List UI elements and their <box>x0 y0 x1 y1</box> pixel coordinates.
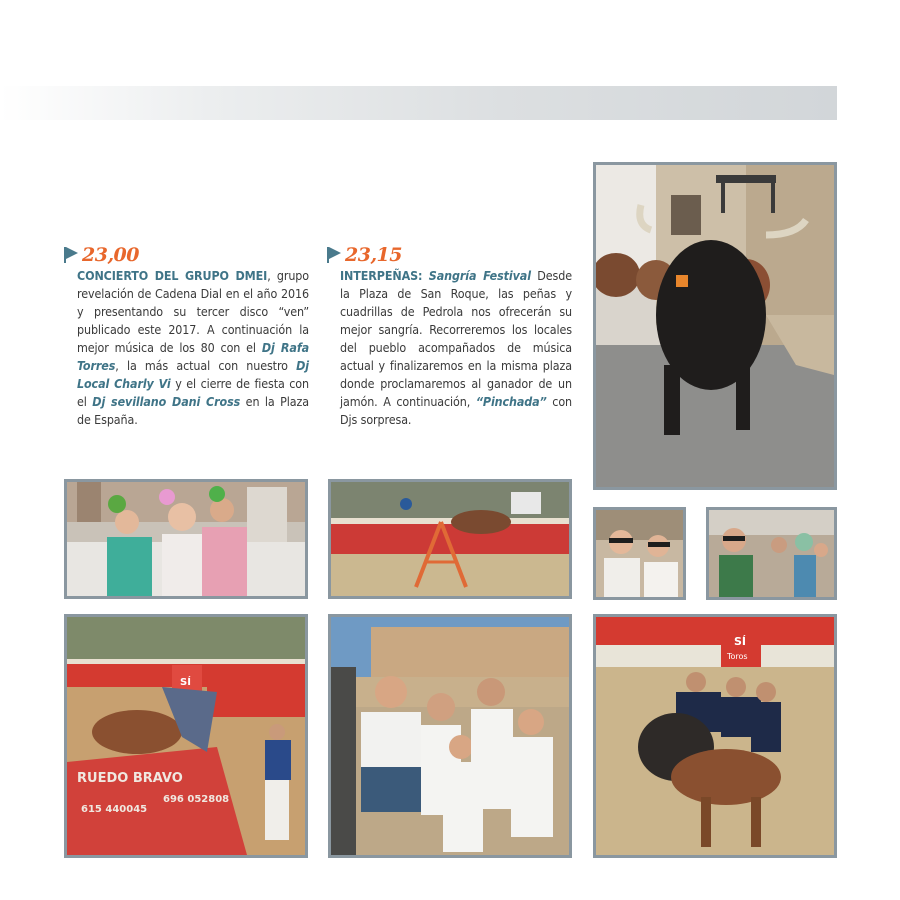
event-title: CONCIERTO DEL GRUPO DMEI <box>77 268 268 283</box>
photo-bull-ring <box>593 614 837 858</box>
banner-text: SÍ <box>734 635 747 648</box>
dj-name: Dj Local Charly Vi <box>77 358 309 391</box>
photo-crowd-sangria <box>64 479 308 599</box>
event-title: INTERPEÑAS: <box>340 268 423 283</box>
photo-bull-street <box>593 162 837 490</box>
event-description: INTERPEÑAS: Sangría Festival Desde la Plaza de San Roque, las peñas y cuadrillas de Pedrola nos ofrecerán su mejor sangría. Recorreremos los locales del pueblo acompañados de música actual y finalizaremos en la misma plaza donde proclamaremos al ganador de un jamón. A continuación, “Pinchada” con Djs sorpresa. <box>340 268 573 427</box>
photo-ruedo-bravo <box>64 614 308 858</box>
header-band <box>0 86 837 120</box>
event-time: 23,00 <box>82 244 139 266</box>
banner-text: SÍ <box>180 677 191 688</box>
event-23-15 <box>340 244 572 429</box>
photo-children <box>328 614 572 858</box>
ring-phone: 615 440045 <box>81 804 148 815</box>
photo-bull-jump <box>328 479 572 599</box>
photo-street-party <box>706 507 837 600</box>
event-subtitle: Sangría Festival <box>428 268 531 283</box>
dj-name: Dj sevillano Dani Cross <box>92 394 241 409</box>
photo-couple <box>593 507 686 600</box>
dj-name: Dj Rafa Torres <box>77 340 309 373</box>
ring-sign: RUEDO BRAVO <box>77 771 183 786</box>
pinchada-label: “Pinchada” <box>475 394 547 409</box>
ring-phone: 696 052808 <box>163 794 230 805</box>
event-23-00 <box>77 244 309 429</box>
event-description: CONCIERTO DEL GRUPO DMEI, grupo revelación de Cadena Dial en el año 2016 y presentando su tercer disco “ven” publicado este 2017. A continuación la mejor música de los 80 con el Dj Rafa Torres, la más actual con nuestro Dj Local Charly Vi y el cierre de fiesta con el Dj sevillano Dani Cross en la Plaza de España. <box>77 268 310 427</box>
banner-sub: Toros <box>727 652 748 661</box>
event-time: 23,15 <box>345 244 402 266</box>
